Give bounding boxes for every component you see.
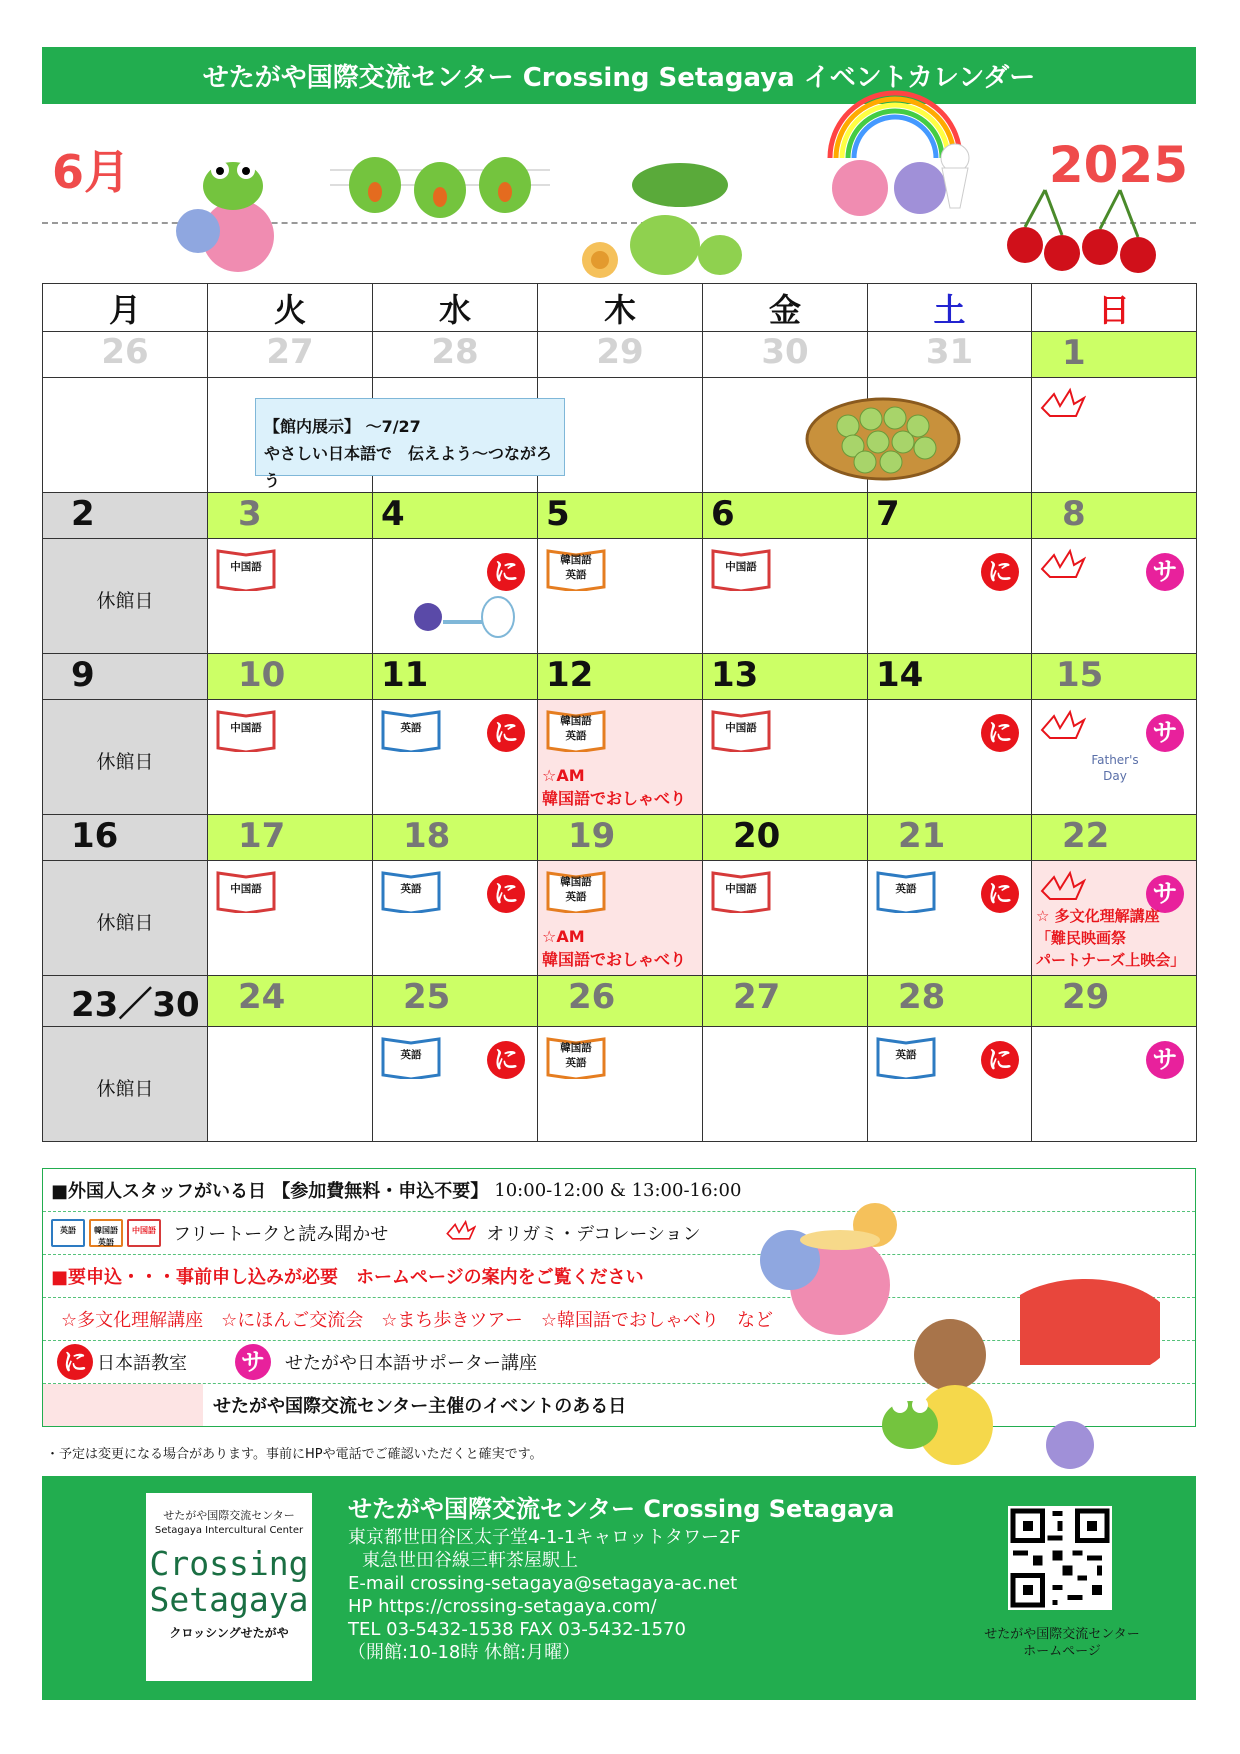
date-cell	[373, 976, 538, 1027]
korean-english-book-icon: 韓国語 英語	[546, 1035, 606, 1079]
legend-freetalk-row	[43, 1212, 1195, 1255]
date-number: 28	[898, 977, 946, 1017]
schedule-note: ・予定は変更になる場合があります。事前にHPや電話でご確認いただくと確実です。	[46, 1447, 543, 1462]
qr-code[interactable]	[1008, 1506, 1112, 1610]
date-cell	[43, 332, 208, 378]
date-number: 18	[403, 816, 451, 856]
date-number: 26	[568, 977, 616, 1017]
korean-chat-event: ☆AM 韓国語でおしゃべり	[542, 766, 687, 808]
supporter-course-badge: サ	[1146, 1041, 1184, 1079]
date-number: 6	[711, 494, 735, 534]
week-1-events	[43, 378, 1197, 493]
cherries-illustration	[1000, 185, 1170, 280]
legend-apply: ■要申込・・・事前申し込みが必要 ホームページの案内をご覧ください	[51, 1267, 644, 1288]
date-number: 30	[761, 332, 809, 372]
event-cell	[43, 1027, 208, 1142]
date-cell	[538, 332, 703, 378]
legend-staff-row	[43, 1169, 1195, 1212]
date-number: 20	[733, 816, 781, 856]
origami-crane-icon	[446, 1219, 476, 1248]
date-cell	[1032, 654, 1197, 700]
date-number: 12	[546, 655, 594, 695]
legend-japanese-class: 日本語教室	[97, 1353, 187, 1374]
date-cell	[538, 654, 703, 700]
date-number: 7	[876, 494, 900, 534]
date-cell	[1032, 493, 1197, 539]
origami-crane-icon	[1040, 708, 1086, 748]
date-number: 29	[1062, 977, 1110, 1017]
closed-label: 休館日	[96, 751, 154, 773]
date-cell	[1032, 332, 1197, 378]
date-number: 17	[238, 816, 286, 856]
japanese-class-badge: に	[981, 1041, 1019, 1079]
event-cell	[1032, 539, 1197, 654]
date-number: 31	[925, 332, 974, 372]
chinese-book-icon: 中国語	[216, 547, 276, 591]
date-number: 23／30	[71, 985, 200, 1025]
crossing-setagaya-logo: せたがや国際交流センター Setagaya Intercultural Center Crossing Setagaya クロッシングせたがや	[146, 1493, 312, 1681]
date-number: 25	[403, 977, 451, 1017]
date-cell	[868, 332, 1032, 378]
footer-email[interactable]: E-mail crossing-setagaya@setagaya-ac.net	[348, 1573, 738, 1594]
week-3-dates	[43, 654, 1197, 700]
date-number: 1	[1062, 333, 1086, 373]
event-cell	[538, 700, 703, 815]
date-number: 27	[266, 332, 314, 372]
chinese-book-icon: 中国語	[216, 708, 276, 752]
frog-hydrangea-illustration	[138, 136, 288, 276]
date-cell	[538, 493, 703, 539]
chinese-book-icon: 中国語	[216, 869, 276, 913]
date-number: 5	[546, 494, 570, 534]
event-cell	[703, 1027, 868, 1142]
date-cell	[208, 332, 373, 378]
event-cell	[538, 539, 703, 654]
event-cell	[373, 539, 538, 654]
japanese-class-badge: に	[981, 875, 1019, 913]
event-cell	[373, 1027, 538, 1142]
date-cell	[43, 976, 208, 1027]
origami-crane-icon	[1040, 869, 1086, 909]
weekday-fri: 金	[703, 284, 868, 332]
date-number: 24	[238, 977, 286, 1017]
korean-chat-event: ☆AM 韓国語でおしゃべり	[542, 927, 687, 969]
date-cell	[703, 493, 868, 539]
date-number: 9	[71, 655, 95, 695]
qr-caption: せたがや国際交流センター ホームページ	[984, 1627, 1140, 1659]
event-cell	[373, 861, 538, 976]
date-number: 10	[238, 655, 286, 695]
exhibit-title: 【館内展示】 ～7/27	[264, 417, 421, 436]
japanese-class-badge: に	[981, 714, 1019, 752]
date-number: 14	[876, 655, 924, 695]
event-cell	[43, 861, 208, 976]
japanese-class-badge: に	[981, 553, 1019, 591]
date-cell	[373, 654, 538, 700]
footer-station: 東急世田谷線三軒茶屋駅上	[362, 1550, 578, 1571]
event-cell	[43, 700, 208, 815]
closed-label: 休館日	[96, 912, 154, 934]
date-cell	[538, 976, 703, 1027]
event-cell	[373, 700, 538, 815]
legend-events: ☆多文化理解講座 ☆にほんご交流会 ☆まち歩きツアー ☆韓国語でおしゃべり など	[61, 1310, 774, 1331]
event-cell	[43, 378, 208, 493]
legend-supporter: せたがや日本語サポーター講座	[285, 1353, 537, 1374]
event-cell	[1032, 1027, 1197, 1142]
closed-label: 休館日	[96, 1078, 154, 1100]
closed-label: 休館日	[96, 590, 154, 612]
toothbrush-illustration	[403, 587, 518, 649]
event-cell	[703, 861, 868, 976]
week-5-dates	[43, 976, 1197, 1027]
event-cell	[208, 861, 373, 976]
calendar-grid	[42, 283, 1197, 1142]
rainbow-illustration	[810, 88, 980, 223]
footer-phone: TEL 03-5432-1538 FAX 03-5432-1570	[348, 1619, 686, 1640]
date-number: 15	[1056, 655, 1104, 695]
event-cell	[703, 378, 868, 493]
refugee-film-event: ☆ 多文化理解講座 「難民映画祭 パートナーズ上映会」	[1036, 907, 1186, 969]
date-cell	[43, 493, 208, 539]
date-number: 11	[381, 655, 429, 695]
date-number: 21	[898, 816, 946, 856]
week-2-events	[43, 539, 1197, 654]
english-book-icon: 英語	[381, 1035, 441, 1079]
weekday-tue: 火	[208, 284, 373, 332]
supporter-course-badge: サ	[1146, 553, 1184, 591]
footer-homepage-link[interactable]: HP https://crossing-setagaya.com/	[348, 1596, 657, 1617]
event-cell	[868, 1027, 1032, 1142]
japanese-class-badge: に	[487, 875, 525, 913]
event-cell	[868, 700, 1032, 815]
korean-english-book-icon: 韓国語 英語	[546, 547, 606, 591]
legend-staff-title: ■外国人スタッフがいる日 【参加費無料・申込不要】	[51, 1181, 489, 1202]
date-cell	[373, 332, 538, 378]
event-cell	[208, 700, 373, 815]
hosted-event-swatch	[43, 1384, 203, 1426]
event-cell	[868, 378, 1032, 493]
weekday-sat: 土	[868, 284, 1032, 332]
supporter-course-badge: サ	[1146, 875, 1184, 913]
chinese-book-icon: 中国語	[711, 708, 771, 752]
supporter-course-badge: サ	[1146, 714, 1184, 752]
footer-title: せたがや国際交流センター Crossing Setagaya	[348, 1495, 895, 1523]
korean-english-book-icon: 韓国語 英語	[89, 1219, 123, 1247]
japanese-class-badge: に	[487, 553, 525, 591]
date-cell	[373, 815, 538, 861]
date-cell	[208, 976, 373, 1027]
english-book-icon: 英語	[876, 869, 936, 913]
date-number: 8	[1062, 494, 1086, 534]
event-cell	[538, 1027, 703, 1142]
date-number: 27	[733, 977, 781, 1017]
date-cell	[1032, 815, 1197, 861]
date-cell	[868, 815, 1032, 861]
frogs-leaf-illustration	[570, 155, 760, 285]
english-book-icon: 英語	[381, 708, 441, 752]
date-number: 28	[431, 332, 479, 372]
legend-hosted: せたがや国際交流センター主催のイベントのある日	[213, 1396, 627, 1417]
origami-crane-icon	[1040, 386, 1086, 426]
legend-staff-hours: 10:00-12:00 & 13:00-16:00	[494, 1179, 742, 1201]
event-cell	[1032, 378, 1197, 493]
date-cell	[43, 815, 208, 861]
week-3-events	[43, 700, 1197, 815]
exhibit-subtitle: やさしい日本語で 伝えよう～つながろう	[264, 444, 553, 490]
event-cell	[538, 861, 703, 976]
japanese-class-badge: に	[487, 1041, 525, 1079]
month-label: 6月	[52, 145, 131, 199]
date-cell	[538, 815, 703, 861]
english-book-icon: 英語	[876, 1035, 936, 1079]
date-number: 13	[711, 655, 759, 695]
event-cell	[43, 539, 208, 654]
date-number: 26	[101, 332, 149, 372]
date-cell	[703, 332, 868, 378]
week-4-events	[43, 861, 1197, 976]
date-cell	[868, 976, 1032, 1027]
date-number: 19	[568, 816, 616, 856]
footer	[42, 1476, 1196, 1700]
korean-english-book-icon: 韓国語 英語	[546, 708, 606, 752]
event-cell	[703, 700, 868, 815]
week-5-events	[43, 1027, 1197, 1142]
weekday-header-row	[43, 284, 1197, 332]
date-cell	[703, 654, 868, 700]
date-cell	[208, 815, 373, 861]
date-cell	[1032, 976, 1197, 1027]
japanese-class-badge: に	[57, 1344, 93, 1380]
weekday-thu: 木	[538, 284, 703, 332]
weekday-mon: 月	[43, 284, 208, 332]
date-cell	[43, 654, 208, 700]
date-number: 2	[71, 494, 95, 534]
date-number: 22	[1062, 816, 1110, 856]
date-number: 16	[71, 816, 119, 856]
footer-hours: （開館:10-18時 休館:月曜）	[348, 1642, 581, 1663]
event-cell	[1032, 861, 1197, 976]
exhibit-notice	[255, 398, 565, 490]
footer-address: 東京都世田谷区太子堂4-1-1キャロットタワー2F	[348, 1527, 741, 1548]
event-cell	[868, 861, 1032, 976]
week-4-dates	[43, 815, 1197, 861]
korean-english-book-icon: 韓国語 英語	[546, 869, 606, 913]
date-number: 3	[238, 494, 262, 534]
date-number: 29	[596, 332, 644, 372]
event-cell	[703, 539, 868, 654]
event-cell	[208, 1027, 373, 1142]
date-cell	[703, 815, 868, 861]
date-cell	[868, 493, 1032, 539]
weekday-sun: 日	[1032, 284, 1197, 332]
contact-info	[348, 1492, 894, 1664]
origami-crane-icon	[1040, 547, 1086, 587]
date-cell	[868, 654, 1032, 700]
date-number: 4	[381, 494, 405, 534]
japanese-class-badge: に	[487, 714, 525, 752]
date-cell	[373, 493, 538, 539]
date-cell	[208, 654, 373, 700]
supporter-course-badge: サ	[235, 1344, 271, 1380]
week-1-dates	[43, 332, 1197, 378]
legend-origami: オリガミ・デコレーション	[486, 1224, 701, 1245]
event-cell	[208, 539, 373, 654]
small-frog-illustration	[870, 1385, 950, 1455]
chinese-book-icon: 中国語	[711, 547, 771, 591]
fathers-day-emblem: Father's Day	[1091, 753, 1139, 783]
event-cell	[1032, 700, 1197, 815]
week-2-dates	[43, 493, 1197, 539]
date-cell	[703, 976, 868, 1027]
chinese-book-icon: 中国語	[711, 869, 771, 913]
english-book-icon: 英語	[381, 869, 441, 913]
date-cell	[208, 493, 373, 539]
title-banner: せたがや国際交流センター Crossing Setagaya イベントカレンダー	[42, 47, 1196, 104]
chinese-book-icon: 中国語	[127, 1219, 161, 1247]
english-book-icon: 英語	[51, 1219, 85, 1247]
weekday-wed: 水	[373, 284, 538, 332]
year-label: 2025	[1048, 136, 1188, 194]
singing-frogs-illustration	[330, 140, 550, 230]
event-cell	[868, 539, 1032, 654]
legend-freetalk: フリートークと読み聞かせ	[173, 1224, 389, 1245]
